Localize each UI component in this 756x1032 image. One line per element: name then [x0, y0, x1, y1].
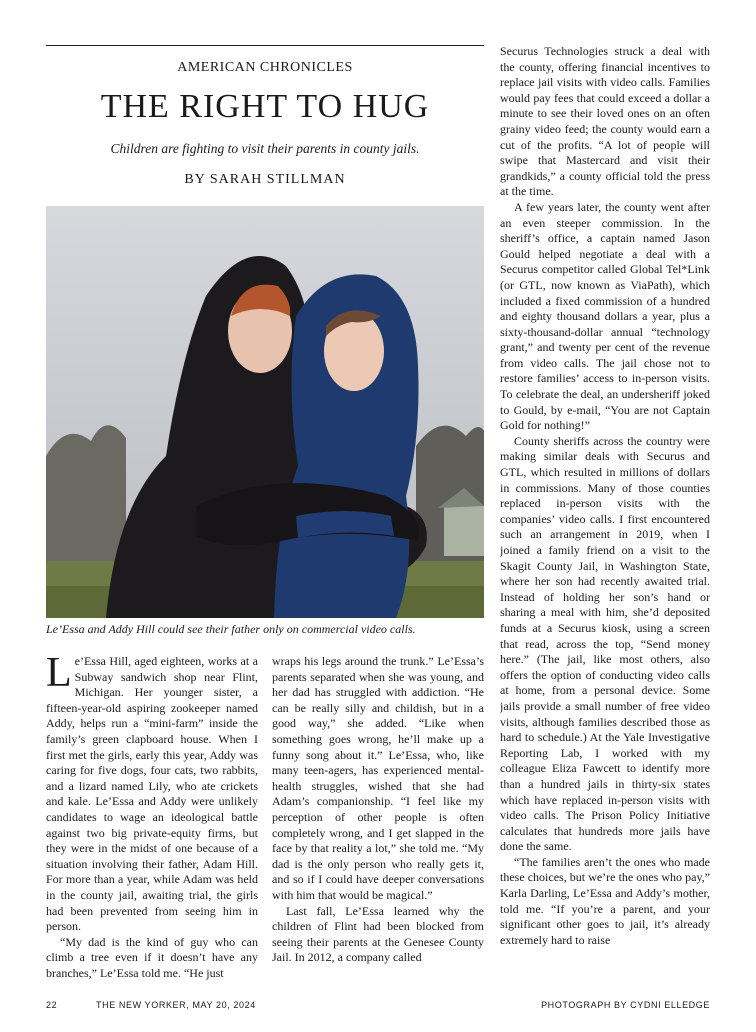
article-byline: BY SARAH STILLMAN: [184, 172, 346, 187]
magazine-dateline: THE NEW YORKER, MAY 20, 2024: [96, 1000, 256, 1010]
paragraph: Securus Technologies struck a deal with the county, offering financial incentives to replace jail visits with video calls. Families would pay fees that could exceed a dollar a minute to see their loved ones on an often grainy video feed; the county would earn a cut of the profits. “A lot of people will swipe that Mastercard and visit their grandkids,” a county official told the press at the time.: [500, 44, 710, 199]
article-column-3: [500, 44, 710, 990]
article-dek: Children are fighting to visit their parents in county jails.: [110, 141, 420, 156]
paragraph: wraps his legs around the trunk.” Le’Essa’s parents separated when she was young, and her dad has struggled with addiction. “He can be really silly and childish, but in a good way,” she added. “Like when something goes wrong, he’ll make up a funny song about it.” Le’Essa, who, like many teen-agers, has experienced mental-health struggles, wished that she had Adam’s companionship. “I feel like my perception of other people is often completely wrong, and I get slapped in the face by that reality a lot,” she told me. “My dad is the only person who really gets it, and so if I could have deeper conversations with him that would be magical.”: [272, 654, 484, 902]
paragraph: [46, 654, 258, 935]
photo-illustration: [46, 206, 484, 618]
article-column-2: [272, 654, 484, 990]
paragraph: County sheriffs across the country were making similar deals with Securus and GTL, which resulted in millions of dollars in commissions. Many of those counties replaced in-person visits with the companies’ video calls. I first encountered such an arrangement in 2019, when I joined a family friend on a visit to the Skagit County Jail, in Washington State, where her son had recently awaited trial. Instead of holding her son’s hand or sharing a meal with him, she’d deposited funds at a Securus kiosk, using a screen that read, across the top, “Send money here.” (The jail, like most others, also offers the option of conducting video calls at home, from a personal device. Some jails provide a small number of free video visits, although families described those as hard to schedule.) At the Yale Investigative Reporting Lab, I worked with my colleague Eliza Fawcett to identify more than a hundred jails in thirty-six states which have replaced in-person visits with video calls. The Prison Policy Initiative calculates that hundreds more jails have done the same.: [500, 433, 710, 854]
article-headline: THE RIGHT TO HUG: [100, 88, 430, 125]
section-rubric: AMERICAN CHRONICLES: [177, 60, 353, 75]
photo-caption: Le’Essa and Addy Hill could see their father only on commercial video calls.: [46, 622, 416, 636]
article-column-1: [46, 654, 258, 990]
paragraph: A few years later, the county went after an even steeper commission. In the sheriff’s office, a captain named Jason Gould helped negotiate a deal with a Securus competitor called Global Tel*Link (or GTL, now known as ViaPath), which included a fixed commission of a hundred and eighty thousand dollars a year, plus a sixty-thousand-dollar annual “technology grant,” and twenty per cent of the revenue from video calls. The jail chose not to restore families’ access to in-person visits. To celebrate the deal, an undersheriff joked to Gould, by e-mail, “You are not Captain Gold for nothing!”: [500, 199, 710, 433]
paragraph: “My dad is the kind of guy who can climb a tree even if it doesn’t have any branches,” Le’Essa told me. “He just: [46, 934, 258, 980]
paragraph: Last fall, Le’Essa learned why the children of Flint had been blocked from seeing their parents at the Genesee County Jail. In 2012, a company called: [272, 903, 484, 965]
paragraph: “The families aren’t the ones who made these choices, but we’re the ones who pay,” Karla Darling, Le’Essa and Addy’s mother, told me. “If you’re a parent, and your significant other goes to jail, it’s already extremely hard to raise: [500, 854, 710, 947]
paragraph-text: e’Essa Hill, aged eighteen, works at a Subway sandwich shop near Flint, Michigan. Her younger sister, a fifteen-year-old aspiring zookeeper named Addy, helps run a “mini-farm” inside the family’s green clapboard house. When I first met the girls, early this year, Addy was caring for five dogs, four cats, two rabbits, and a lizard named Lily, who ate crickets and kale. Le’Essa and Addy were unlikely candidates to wage an ideological battle against two big private-equity firms, but they were in the midst of one because of a situation involving their father, Adam Hill. For more than a year, while Adam was held in the county jail, awaiting trial, the girls had been prevented from seeing him in person.: [46, 654, 258, 934]
photo-credit: PHOTOGRAPH BY CYDNI ELLEDGE: [541, 1000, 710, 1010]
top-rule: [46, 45, 484, 46]
article-photo: [46, 206, 484, 618]
drop-cap: L: [46, 654, 72, 696]
page-number: 22: [46, 1000, 58, 1010]
